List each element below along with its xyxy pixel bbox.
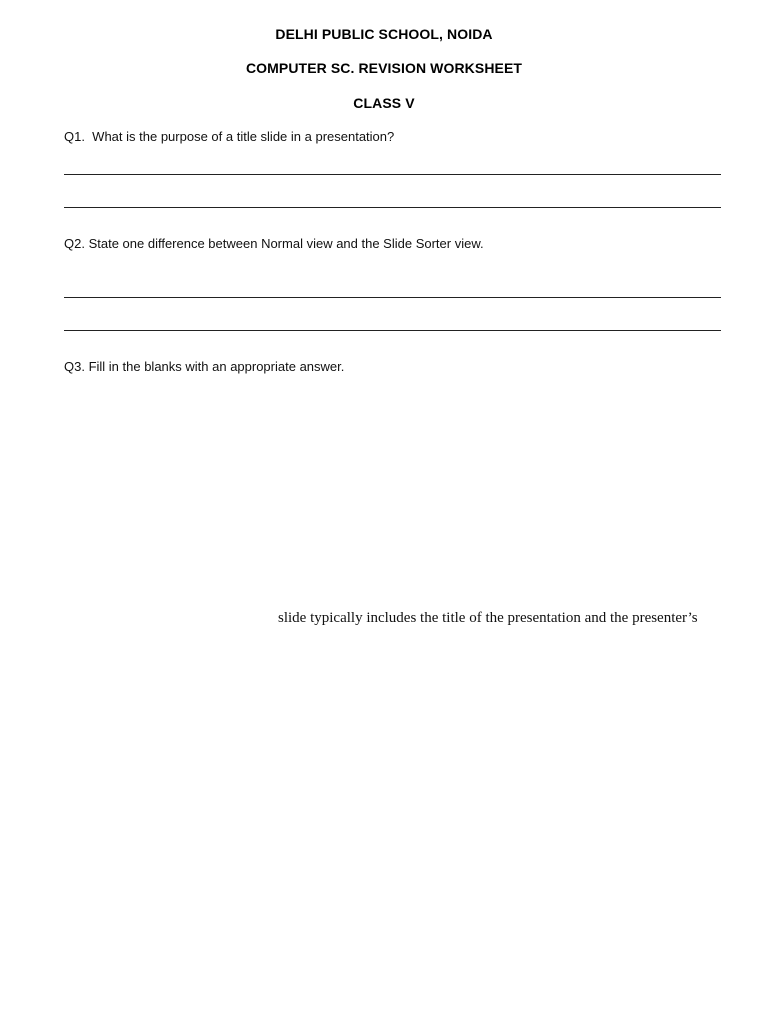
class-label-heading: CLASS V — [353, 95, 415, 111]
question-2-text: Q2. State one difference between Normal view and the Slide Sorter view. — [64, 236, 484, 251]
question-1-answer-line-2[interactable] — [64, 207, 721, 208]
question-3-text: Q3. Fill in the blanks with an appropriate answer. — [64, 359, 345, 374]
fill-in-blank-sentence-1: slide typically includes the title of the presentation and the presenter’s — [278, 610, 698, 626]
school-name-heading: DELHI PUBLIC SCHOOL, NOIDA — [275, 26, 493, 42]
question-2-answer-line-2[interactable] — [64, 330, 721, 331]
worksheet-title-heading: COMPUTER SC. REVISION WORKSHEET — [245, 60, 523, 76]
question-1-text: Q1. What is the purpose of a title slide in a presentation? — [64, 129, 395, 144]
question-1-answer-line-1[interactable] — [64, 174, 721, 175]
question-2-answer-line-1[interactable] — [64, 297, 721, 298]
